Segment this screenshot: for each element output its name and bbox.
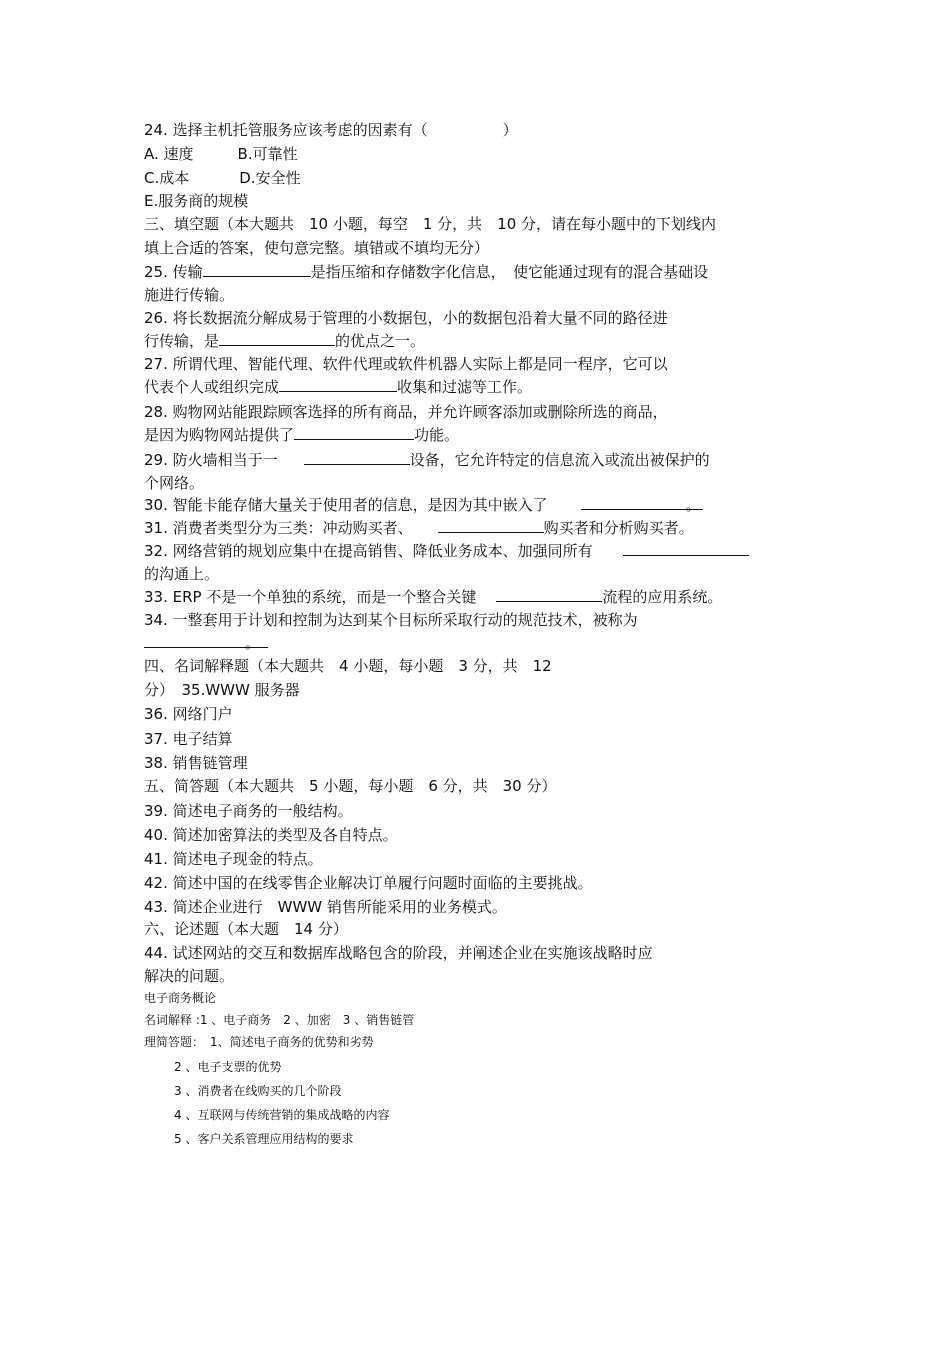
q29-pre: 29. 防火墙相当于一 [144, 451, 278, 469]
q42: 42. 简述中国的在线零售企业解决订单履行问题时面临的主要挑战。 [144, 874, 593, 892]
q25-line1 [144, 261, 708, 283]
q30-end: 。 [685, 496, 701, 514]
q43: 43. 简述企业进行 WWW 销售所能采用的业务模式。 [144, 898, 507, 916]
notes-item: 5 、客户关系管理应用结构的要求 [174, 1132, 354, 1146]
q24-options-row2 [144, 167, 301, 189]
q28-pre: 是因为购物网站提供了 [144, 426, 295, 444]
q33-blank [496, 586, 602, 602]
notes-title: 电子商务概论 [144, 991, 217, 1005]
q25-line2: 施进行传输。 [144, 286, 235, 304]
q37: 37. 电子结算 [144, 730, 233, 748]
q25-post: 是指压缩和存储数字化信息， 使它能通过现有的混合基础设 [310, 263, 709, 281]
q31-pre: 31. 消费者类型分为三类：冲动购买者、 [144, 519, 413, 537]
q24-stem: 24. 选择主机托管服务应该考虑的因素有（ ） [144, 121, 518, 139]
section3-heading-line1: 三、填空题（本大题共 10 小题，每空 1 分，共 10 分，请在每小题中的下划线内 [144, 215, 717, 233]
q26-blank [219, 330, 335, 346]
q30 [144, 494, 703, 516]
q40: 40. 简述加密算法的类型及各自特点。 [144, 826, 398, 844]
q28-line1: 28. 购物网站能跟踪顾客选择的所有商品，并允许顾客添加或删除所选的商品， [144, 403, 668, 421]
q27-post: 收集和过滤等工作。 [397, 378, 533, 396]
q26-pre: 行传输，是 [144, 332, 220, 350]
q28-post: 功能。 [414, 426, 460, 444]
q24-option-e: E.服务商的规模 [144, 192, 249, 210]
q32-line2: 的沟通上。 [144, 565, 220, 583]
q32-pre: 32. 网络营销的规划应集中在提高销售、降低业务成本、加强同所有 [144, 542, 593, 560]
q25-blank [203, 261, 311, 277]
q31-post: 购买者和分析购买者。 [543, 519, 694, 537]
q30-pre: 30. 智能卡能存储大量关于使用者的信息，是因为其中嵌入了 [144, 496, 548, 514]
q29-line1 [144, 449, 710, 471]
q29-line2: 个网络。 [144, 474, 205, 492]
q24-option-b: B.可靠性 [237, 145, 298, 163]
q34-blank [144, 632, 268, 652]
section6-heading: 六、论述题（本大题 14 分） [144, 920, 348, 938]
q26-line2 [144, 330, 425, 352]
notes-short-answer-1: 理简答题： 1、简述电子商务的优势和劣势 [144, 1035, 374, 1049]
notes-item: 3 、消费者在线购买的几个阶段 [174, 1084, 342, 1098]
q26-post: 的优点之一。 [335, 332, 426, 350]
q33 [144, 586, 722, 608]
q25-pre: 25. 传输 [144, 263, 203, 281]
q33-post: 流程的应用系统。 [602, 588, 723, 606]
notes-item: 4 、互联网与传统营销的集成战略的内容 [174, 1108, 390, 1122]
q24-options-row1 [144, 143, 298, 165]
section4-heading-line2: 分） 35.WWW 服务器 [144, 681, 300, 699]
q24-option-c: C.成本 [144, 169, 190, 187]
q31-blank [438, 517, 544, 533]
q24-option-a: A. 速度 [144, 145, 194, 163]
q39: 39. 简述电子商务的一般结构。 [144, 802, 353, 820]
q24-option-d: D.安全性 [239, 169, 301, 187]
section5-heading: 五、简答题（本大题共 5 小题，每小题 6 分，共 30 分） [144, 777, 557, 795]
q41: 41. 简述电子现金的特点。 [144, 850, 323, 868]
q27-line1: 27. 所谓代理、智能代理、软件代理或软件机器人实际上都是同一程序，它可以 [144, 355, 668, 373]
q38: 38. 销售链管理 [144, 754, 248, 772]
q26-line1: 26. 将长数据流分解成易于管理的小数据包，小的数据包沿着大量不同的路径进 [144, 309, 668, 327]
q30-blank [581, 494, 703, 514]
notes-item: 2 、电子支票的优势 [174, 1060, 282, 1074]
q44-line2: 解决的问题。 [144, 967, 235, 985]
q36: 36. 网络门户 [144, 705, 233, 723]
q34-line2 [144, 632, 268, 654]
q32-line1 [144, 540, 749, 562]
section4-heading-line1: 四、名词解释题（本大题共 4 小题，每小题 3 分，共 12 [144, 657, 552, 675]
notes-terms: 名词解释 :1 、电子商务 2 、加密 3 、销售链管 [144, 1013, 415, 1027]
section3-heading-line2: 填上合适的答案，使句意完整。填错或不填均无分） [144, 239, 490, 257]
q29-post: 设备，它允许特定的信息流入或流出被保护的 [409, 451, 710, 469]
q27-blank [279, 376, 397, 392]
q33-pre: 33. ERP 不是一个单独的系统，而是一个整合关键 [144, 588, 477, 606]
q44-line1: 44. 试述网站的交互和数据库战略包含的阶段，并阐述企业在实施该战略时应 [144, 944, 653, 962]
q28-line2 [144, 424, 459, 446]
q31 [144, 517, 694, 539]
q27-pre: 代表个人或组织完成 [144, 378, 280, 396]
q34-end: 。 [244, 634, 260, 652]
q32-blank [623, 540, 749, 556]
q34-line1: 34. 一整套用于计划和控制为达到某个目标所采取行动的规范技术，被称为 [144, 611, 638, 629]
q28-blank [294, 424, 414, 440]
q27-line2 [144, 376, 532, 398]
q29-blank [304, 449, 410, 465]
